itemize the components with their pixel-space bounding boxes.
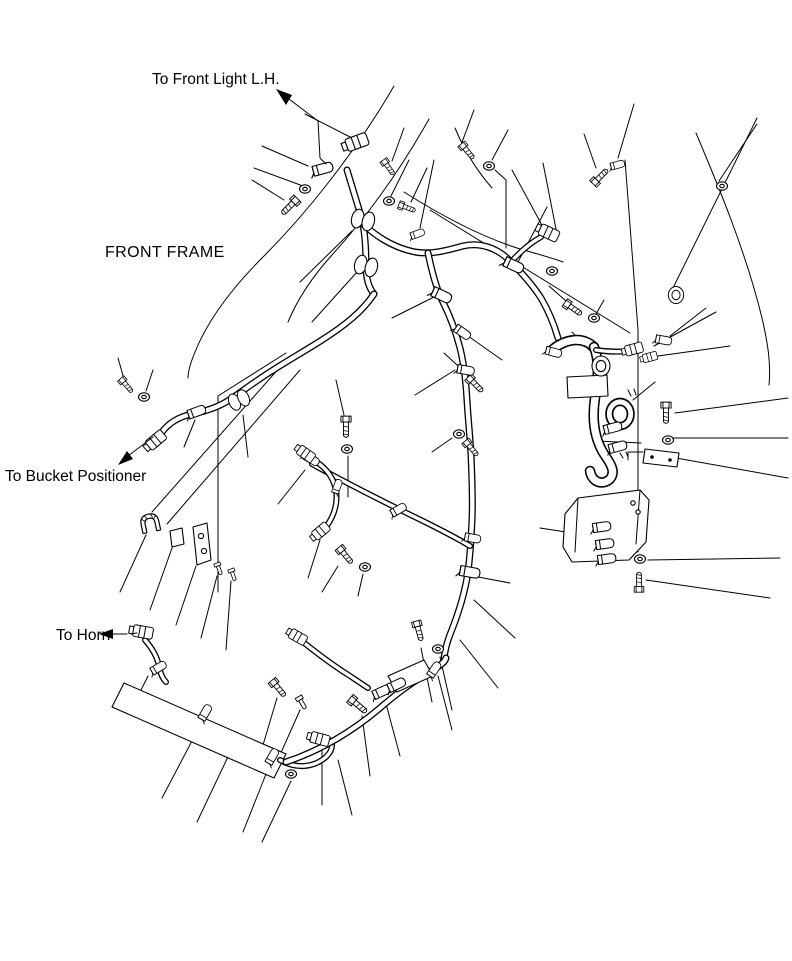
label-to-horn: To Horn [56,627,111,644]
clip-part [600,421,623,436]
washer-part [454,430,465,438]
connector-part [128,624,154,640]
bolt-part [117,376,135,395]
washer-part [342,445,353,453]
bolt-part [268,677,288,698]
washer-part [484,162,495,170]
bolt-part [590,166,611,187]
bolt-part [341,416,351,437]
washer-part [663,436,674,444]
bolt-part [347,694,370,715]
connector-part [340,132,369,153]
label-front-frame: FRONT FRAME [105,244,225,261]
bolt-part [411,620,425,642]
washer-part [433,645,444,653]
bolt-part [661,402,671,423]
washer-part [717,182,728,190]
clip-part [594,553,616,566]
clamp-part [226,388,252,412]
connector-part [285,626,309,646]
clip-part [605,440,628,455]
label-to-front-light: To Front Light L.H. [152,71,280,88]
clamp-part [352,254,379,278]
connector-part [142,429,168,453]
washer-part [589,314,600,322]
screw-part [228,568,238,582]
frame-edge-right [696,133,770,385]
connector-part [621,342,644,358]
screw-part [295,695,308,710]
bolt-part [335,544,355,565]
bolt-part [458,141,477,161]
grommet-ring [592,356,610,376]
bolt-part [634,572,644,592]
sleeve-tube [112,683,286,778]
long-leader-left [218,353,286,592]
frame-outline [188,86,770,385]
bolt-part [397,201,416,215]
washer-part [635,555,646,563]
u-clip-part [139,512,160,533]
arrow-to-front-light [276,89,326,164]
label-to-bucket-positioner: To Bucket Positioner [5,468,147,485]
connector-part [306,730,331,747]
clip-part [309,161,335,178]
bolt-part [562,299,584,318]
washer-part [286,770,297,778]
arrowhead-icon [276,89,292,105]
wedge-spacer [170,528,184,547]
screw-part [214,562,224,576]
washer-part [300,185,311,193]
grommet-ring [668,287,683,304]
washer-part [384,197,395,205]
hardware-parts [117,132,727,778]
bolt-part [380,158,397,177]
washer-part [547,267,558,275]
mount-bracket [628,449,679,467]
clip-part [408,228,426,241]
washer-part [360,563,371,571]
washer-part [139,393,150,401]
clip-part [608,160,626,172]
arrowhead-icon [118,451,133,465]
small-bracket-plate [193,523,211,565]
frame-edge-diagonal [430,210,630,333]
callout-box [567,375,608,398]
connector-part [639,351,658,364]
